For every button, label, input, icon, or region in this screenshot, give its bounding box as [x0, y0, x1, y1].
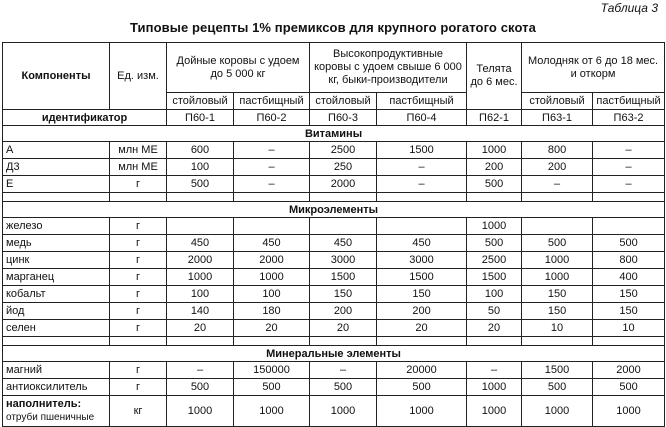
header-stall: стойловый [310, 93, 377, 110]
value-cell: – [377, 159, 467, 176]
value-cell: 1500 [377, 142, 467, 159]
table-row [3, 142, 665, 159]
value-cell: 2500 [310, 142, 377, 159]
value-cell: 1000 [522, 269, 593, 286]
value-cell: 800 [522, 142, 593, 159]
value-cell: 1000 [467, 379, 522, 396]
component-unit: г [110, 286, 167, 303]
component-name: антиоксилитель [3, 379, 110, 396]
value-cell: 450 [167, 235, 234, 252]
value-cell: 100 [234, 286, 310, 303]
value-cell: – [310, 362, 377, 379]
component-unit: г [110, 379, 167, 396]
value-cell: 100 [167, 159, 234, 176]
component-unit: г [110, 320, 167, 337]
table-row [3, 362, 665, 379]
value-cell: 1500 [377, 269, 467, 286]
value-cell [377, 218, 467, 235]
empty-cell [310, 337, 377, 346]
table-row [3, 286, 665, 303]
component-name: цинк [3, 252, 110, 269]
header-group-young: Молодняк от 6 до 18 мес. и откорм [522, 43, 665, 93]
value-cell: 400 [593, 269, 665, 286]
value-cell: 500 [167, 379, 234, 396]
value-cell: 2000 [167, 252, 234, 269]
component-unit: г [110, 269, 167, 286]
value-cell: 20 [377, 320, 467, 337]
table-row [3, 159, 665, 176]
value-cell: 20 [167, 320, 234, 337]
filler-unit: кг [110, 396, 167, 427]
table-row [3, 303, 665, 320]
value-cell: 1000 [593, 396, 665, 427]
value-cell [310, 218, 377, 235]
value-cell: 3000 [310, 252, 377, 269]
value-cell: 800 [593, 252, 665, 269]
value-cell: 150000 [234, 362, 310, 379]
header-stall: стойловый [167, 93, 234, 110]
header-row [3, 43, 665, 93]
value-cell: – [593, 176, 665, 193]
value-cell: 150 [593, 303, 665, 320]
value-cell: 200 [522, 159, 593, 176]
value-cell: 600 [167, 142, 234, 159]
empty-cell [234, 337, 310, 346]
value-cell: 200 [377, 303, 467, 320]
header-pasture: пастбищный [377, 93, 467, 110]
value-cell: 1000 [467, 396, 522, 427]
value-cell: 140 [167, 303, 234, 320]
value-cell: – [593, 142, 665, 159]
table-row [3, 269, 665, 286]
value-cell: 2000 [234, 252, 310, 269]
header-unit: Ед. изм. [110, 43, 167, 110]
value-cell: 250 [310, 159, 377, 176]
value-cell: 500 [377, 379, 467, 396]
value-cell: 1000 [467, 142, 522, 159]
value-cell: 1000 [522, 396, 593, 427]
filler-label: наполнитель: [6, 398, 82, 410]
value-cell: 1000 [234, 269, 310, 286]
header-stall: стойловый [522, 93, 593, 110]
section-title: Витамины [3, 126, 665, 142]
value-cell: 1000 [377, 396, 467, 427]
component-unit: г [110, 235, 167, 252]
spacer-row [3, 337, 665, 346]
component-unit: г [110, 252, 167, 269]
value-cell: 500 [522, 379, 593, 396]
header-pasture: пастбищный [593, 93, 665, 110]
value-cell: 1000 [310, 396, 377, 427]
empty-cell [593, 337, 665, 346]
value-cell: 200 [467, 159, 522, 176]
empty-cell [3, 337, 110, 346]
filler-sub: отруби пшеничные [6, 412, 95, 423]
table-row [3, 235, 665, 252]
table-row [3, 379, 665, 396]
premix-table [2, 42, 665, 427]
empty-cell [522, 193, 593, 202]
empty-cell [110, 337, 167, 346]
value-cell: – [377, 176, 467, 193]
value-cell: 50 [467, 303, 522, 320]
value-cell: 100 [167, 286, 234, 303]
value-cell [234, 218, 310, 235]
header-group-dairy: Дойные коровы с удоем до 5 000 кг [167, 43, 310, 93]
value-cell: 150 [310, 286, 377, 303]
identifier-code: П60-2 [234, 110, 310, 126]
value-cell: 500 [234, 379, 310, 396]
component-name: кобальт [3, 286, 110, 303]
identifier-code: П63-2 [593, 110, 665, 126]
value-cell: 150 [593, 286, 665, 303]
filler-name [3, 396, 110, 427]
value-cell: 150 [377, 286, 467, 303]
value-cell: 450 [234, 235, 310, 252]
page-title: Типовые рецепты 1% премиксов для крупного рогатого скота [130, 20, 536, 35]
identifier-code: П62-1 [467, 110, 522, 126]
value-cell: 3000 [377, 252, 467, 269]
value-cell: – [593, 159, 665, 176]
empty-cell [3, 193, 110, 202]
header-group-high-yield: Высокопродуктивные коровы с удоем свыше 6 000 кг, быки-производители [310, 43, 467, 93]
empty-cell [467, 193, 522, 202]
component-name: марганец [3, 269, 110, 286]
component-unit: млн МЕ [110, 142, 167, 159]
identifier-row [3, 110, 665, 126]
value-cell [167, 218, 234, 235]
value-cell: – [522, 176, 593, 193]
component-name: A [3, 142, 110, 159]
identifier-code: П60-3 [310, 110, 377, 126]
component-name: железо [3, 218, 110, 235]
value-cell: 500 [310, 379, 377, 396]
value-cell: 500 [467, 176, 522, 193]
table-caption: Таблица 3 [600, 1, 658, 15]
empty-cell [377, 337, 467, 346]
value-cell: 2500 [467, 252, 522, 269]
value-cell: 20000 [377, 362, 467, 379]
value-cell: 10 [593, 320, 665, 337]
component-name: магний [3, 362, 110, 379]
value-cell: 150 [522, 303, 593, 320]
value-cell: 20 [467, 320, 522, 337]
value-cell: 1000 [467, 218, 522, 235]
value-cell: 500 [167, 176, 234, 193]
value-cell: – [167, 362, 234, 379]
filler-row [3, 396, 665, 427]
component-unit: г [110, 303, 167, 320]
component-name: йод [3, 303, 110, 320]
empty-cell [522, 337, 593, 346]
value-cell: 1000 [522, 252, 593, 269]
section-row [3, 126, 665, 142]
value-cell: 1000 [167, 269, 234, 286]
value-cell: 150 [522, 286, 593, 303]
table-row [3, 252, 665, 269]
component-unit: млн МЕ [110, 159, 167, 176]
value-cell: 100 [467, 286, 522, 303]
identifier-code: П60-1 [167, 110, 234, 126]
empty-cell [110, 193, 167, 202]
empty-cell [310, 193, 377, 202]
component-name: Д3 [3, 159, 110, 176]
value-cell: 20 [234, 320, 310, 337]
value-cell: – [234, 159, 310, 176]
section-title: Микроэлементы [3, 202, 665, 218]
value-cell: 500 [467, 235, 522, 252]
empty-cell [234, 193, 310, 202]
identifier-label: идентификатор [3, 110, 167, 126]
component-name: медь [3, 235, 110, 252]
header-components: Компоненты [3, 43, 110, 110]
component-name: E [3, 176, 110, 193]
value-cell: 1500 [467, 269, 522, 286]
section-row [3, 346, 665, 362]
empty-cell [167, 193, 234, 202]
identifier-code: П60-4 [377, 110, 467, 126]
value-cell [522, 218, 593, 235]
empty-cell [377, 193, 467, 202]
table-row [3, 320, 665, 337]
component-unit: г [110, 176, 167, 193]
value-cell: 500 [593, 235, 665, 252]
value-cell: 1500 [310, 269, 377, 286]
table-row [3, 176, 665, 193]
spacer-row [3, 193, 665, 202]
value-cell: 10 [522, 320, 593, 337]
identifier-code: П63-1 [522, 110, 593, 126]
value-cell: 20 [310, 320, 377, 337]
table-row [3, 218, 665, 235]
component-name: селен [3, 320, 110, 337]
value-cell: – [234, 142, 310, 159]
value-cell: 2000 [593, 362, 665, 379]
value-cell: 500 [522, 235, 593, 252]
value-cell: 180 [234, 303, 310, 320]
value-cell: 2000 [310, 176, 377, 193]
value-cell: 500 [593, 379, 665, 396]
value-cell: – [234, 176, 310, 193]
header-pasture: пастбищный [234, 93, 310, 110]
value-cell: 1000 [167, 396, 234, 427]
empty-cell [167, 337, 234, 346]
component-unit: г [110, 218, 167, 235]
value-cell: 450 [377, 235, 467, 252]
empty-cell [593, 193, 665, 202]
section-title: Минеральные элементы [3, 346, 665, 362]
value-cell: 1500 [522, 362, 593, 379]
section-row [3, 202, 665, 218]
value-cell [593, 218, 665, 235]
component-unit: г [110, 362, 167, 379]
value-cell: – [467, 362, 522, 379]
empty-cell [467, 337, 522, 346]
value-cell: 1000 [234, 396, 310, 427]
value-cell: 200 [310, 303, 377, 320]
header-group-calves: Телята до 6 мес. [467, 43, 522, 110]
value-cell: 450 [310, 235, 377, 252]
